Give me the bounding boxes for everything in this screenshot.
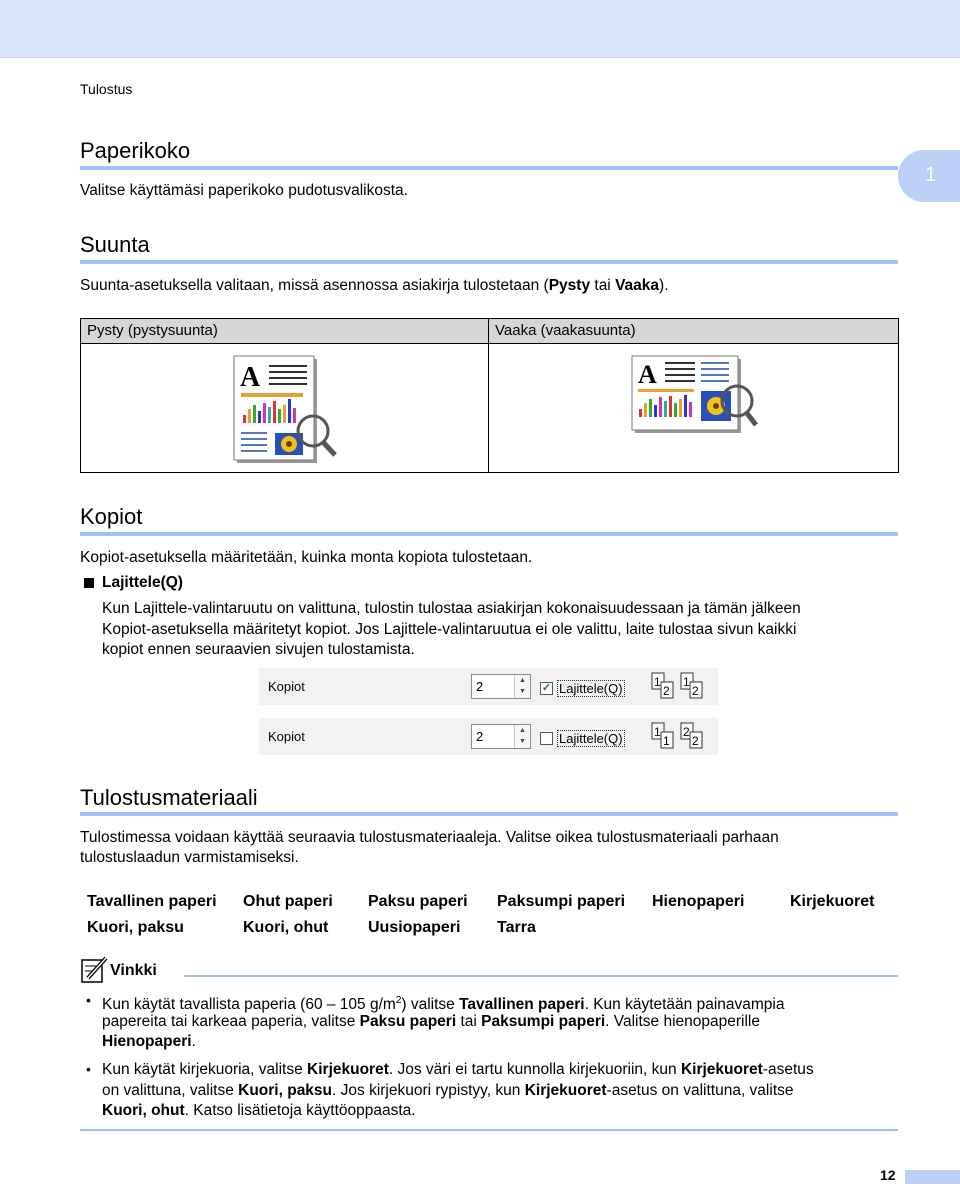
note-bullet-1-line-3: Hienopaperi. — [102, 1033, 196, 1050]
heading-rule — [80, 166, 898, 170]
col-landscape-label: Vaaka (vaakasuunta) — [495, 322, 636, 339]
footer-rule — [80, 1129, 898, 1131]
heading-copies: Kopiot — [80, 504, 143, 529]
media-item: Hienopaperi — [652, 893, 745, 910]
copies-dialog-uncollated — [259, 718, 718, 755]
page-number: 12 — [880, 1167, 896, 1183]
note-bullet-1-line-2: papereita tai karkeaa paperia, valitse Paksu paperi tai Paksumpi paperi. Valitse hienopaperille — [102, 1013, 760, 1030]
svg-text:A: A — [638, 360, 657, 389]
orientation-text: Suunta-asetuksella valitaan, missä asennossa asiakirja tulostetaan (Pysty tai Vaaka). — [80, 277, 669, 294]
svg-text:2: 2 — [692, 734, 699, 748]
note-bullet-2-line-1: Kun käytät kirjekuoria, valitse Kirjekuoret. Jos väri ei tartu kunnolla kirjekuoriin, kun Kirjekuoret-asetus — [102, 1061, 814, 1078]
collate-checkbox[interactable]: ✓ — [541, 682, 552, 694]
heading-media: Tulostusmateriaali — [80, 785, 258, 810]
paper-size-text: Valitse käyttämäsi paperikoko pudotusvalikosta. — [80, 182, 408, 199]
media-item: Kirjekuoret — [790, 893, 875, 910]
collate-checkbox[interactable] — [540, 732, 553, 745]
running-header: Tulostus — [80, 81, 133, 97]
orientation-table — [80, 318, 899, 473]
svg-text:A: A — [240, 362, 261, 393]
media-item: Paksumpi paperi — [497, 893, 626, 910]
page-number-bar — [905, 1170, 960, 1184]
copies-dialog-collated — [259, 668, 718, 705]
media-item: Tavallinen paperi — [87, 893, 217, 910]
media-item: Paksu paperi — [368, 893, 468, 910]
note-bullet-2-line-3: Kuori, ohut. Katso lisätietoja käyttöoppaasta. — [102, 1102, 416, 1119]
media-item: Uusiopaperi — [368, 919, 461, 936]
spinner-arrows-icon[interactable]: ▲ ▼ — [514, 675, 530, 698]
top-band — [0, 0, 960, 58]
chapter-tab — [898, 150, 960, 202]
collate-heading: Lajittele(Q) — [102, 574, 183, 591]
copies-label: Kopiot — [268, 729, 305, 744]
note-label: Vinkki — [110, 962, 157, 979]
media-item: Kuori, ohut — [243, 919, 329, 936]
heading-paper-size: Paperikoko — [80, 138, 191, 163]
collate-order-icon — [651, 671, 711, 701]
note-pencil-icon — [80, 956, 110, 984]
spinner-arrows-icon[interactable]: ▲ ▼ — [514, 725, 530, 748]
heading-rule — [80, 812, 898, 816]
copies-spinner[interactable] — [471, 724, 531, 749]
portrait-document-icon — [231, 353, 341, 465]
copies-text: Kopiot-asetuksella määritetään, kuinka monta kopiota tulostetaan. — [80, 549, 533, 566]
col-portrait-label: Pysty (pystysuunta) — [87, 322, 218, 339]
collate-text-3: kopiot ennen seuraavien sivujen tulostamista. — [102, 641, 415, 658]
copies-value: 2 — [476, 679, 484, 694]
svg-text:2: 2 — [663, 684, 670, 698]
svg-text:1: 1 — [654, 725, 661, 739]
collate-text-1: Kun Lajittele-valintaruutu on valittuna, tulostin tulostaa asiakirjan kokonaisuudessaan ja tämän jälkeen — [102, 600, 801, 617]
uncollate-order-icon — [651, 721, 711, 751]
bullet-dot-icon: • — [86, 1061, 91, 1077]
media-item: Tarra — [497, 919, 536, 936]
copies-value: 2 — [476, 729, 484, 744]
heading-rule — [80, 532, 898, 536]
bullet-square-icon — [84, 578, 94, 588]
media-text-2: tulostuslaadun varmistamiseksi. — [80, 849, 299, 866]
bullet-dot-icon: • — [86, 992, 91, 1008]
svg-text:2: 2 — [683, 725, 690, 739]
svg-text:1: 1 — [654, 675, 661, 689]
copies-label: Kopiot — [268, 679, 305, 694]
note-bullet-1-line-1: Kun käytät tavallista paperia (60 – 105 $g/m^2$) valitse Tavallinen paperi. Kun käytetään painavampia — [102, 995, 785, 1014]
heading-rule — [80, 260, 898, 264]
copies-spinner[interactable] — [471, 674, 531, 699]
collate-checkbox-label[interactable]: Lajittele(Q) — [559, 681, 623, 696]
svg-text:1: 1 — [683, 675, 690, 689]
chapter-number: 1 — [925, 164, 937, 186]
svg-text:1: 1 — [663, 734, 670, 748]
collate-text-2: Kopiot-asetuksella määritetyt kopiot. Jos Lajittele-valintaruutua ei ole valittu, laite tulostaa sivun kaikki — [102, 621, 797, 638]
note-bullet-2-line-2: on valittuna, valitse Kuori, paksu. Jos kirjekuori rypistyy, kun Kirjekuoret-asetus on valittuna, valitse — [102, 1082, 794, 1099]
collate-checkbox-label[interactable]: Lajittele(Q) — [559, 731, 623, 746]
heading-orientation: Suunta — [80, 232, 150, 257]
media-item: Kuori, paksu — [87, 919, 184, 936]
media-item: Ohut paperi — [243, 893, 333, 910]
landscape-document-icon — [629, 353, 759, 437]
svg-text:2: 2 — [692, 684, 699, 698]
note-rule — [184, 975, 898, 977]
media-text-1: Tulostimessa voidaan käyttää seuraavia tulostusmateriaaleja. Valitse oikea tulostusmateriaali parhaan — [80, 829, 779, 846]
